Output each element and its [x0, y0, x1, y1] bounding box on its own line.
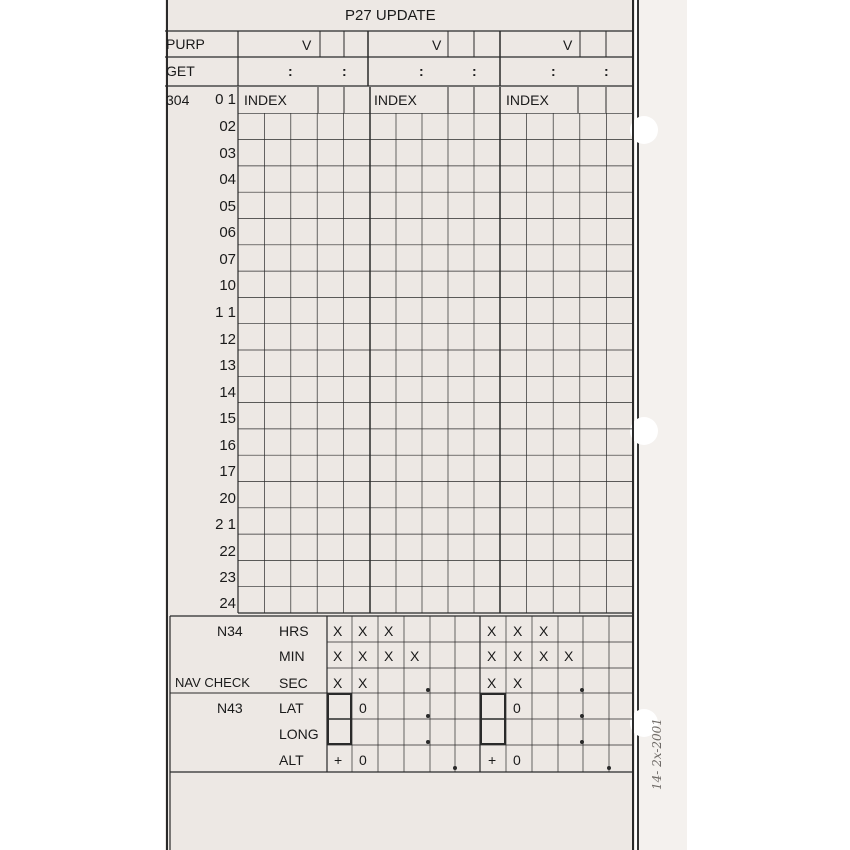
x-mark: X — [358, 675, 368, 691]
register-prefix: 304 — [166, 92, 190, 108]
row-label: 0 1 — [215, 91, 236, 108]
row-label: 12 — [219, 331, 236, 348]
get-colon: : — [604, 63, 609, 79]
nav-check-label: NAV CHECK — [175, 675, 250, 690]
x-mark: X — [487, 648, 497, 664]
row-label: 16 — [219, 437, 236, 454]
index-label: INDEX — [244, 92, 287, 108]
x-mark: X — [513, 675, 523, 691]
row-label: 05 — [219, 198, 236, 215]
row-label: 20 — [219, 490, 236, 507]
zero-mark: 0 — [359, 752, 367, 768]
row-label: 1 1 — [215, 304, 236, 321]
alt-label: ALT — [279, 752, 304, 768]
x-mark: X — [487, 623, 497, 639]
zero-mark: 0 — [513, 752, 521, 768]
sec-label: SEC — [279, 675, 308, 691]
get-colon: : — [419, 63, 424, 79]
get-colon: : — [472, 63, 477, 79]
decimal-point-dot — [426, 714, 430, 718]
x-mark: X — [513, 648, 523, 664]
n43-label: N43 — [217, 700, 243, 716]
long-label: LONG — [279, 726, 319, 742]
purp-label: PURP — [166, 36, 205, 52]
x-mark: X — [333, 648, 343, 664]
x-mark: X — [333, 675, 343, 691]
purp-v-mark: V — [432, 37, 442, 53]
row-label: 03 — [219, 145, 236, 162]
x-mark: X — [564, 648, 574, 664]
get-colon: : — [288, 63, 293, 79]
zero-mark: 0 — [359, 700, 367, 716]
decimal-point-dot — [426, 688, 430, 692]
decimal-point-dot — [426, 740, 430, 744]
row-label: 23 — [219, 569, 236, 586]
x-mark: X — [384, 623, 394, 639]
x-mark: X — [384, 648, 394, 664]
plus-mark: + — [334, 752, 343, 768]
x-mark: X — [539, 648, 549, 664]
x-mark: X — [539, 623, 549, 639]
row-label: 10 — [219, 277, 236, 294]
lat-label: LAT — [279, 700, 304, 716]
row-label: 2 1 — [215, 516, 236, 533]
decimal-point-dot — [453, 766, 457, 770]
row-label: 07 — [219, 251, 236, 268]
x-mark: X — [513, 623, 523, 639]
row-label: 15 — [219, 410, 236, 427]
decimal-point-dot — [580, 688, 584, 692]
row-label: 14 — [219, 384, 236, 401]
get-label: GET — [166, 63, 195, 79]
row-label: 22 — [219, 543, 236, 560]
row-label: 24 — [219, 595, 236, 612]
row-label: 06 — [219, 224, 236, 241]
index-label: INDEX — [374, 92, 417, 108]
x-mark: X — [333, 623, 343, 639]
plus-mark: + — [488, 752, 497, 768]
hrs-label: HRS — [279, 623, 309, 639]
x-mark: X — [358, 648, 368, 664]
decimal-point-dot — [607, 766, 611, 770]
x-mark: X — [358, 623, 368, 639]
get-colon: : — [342, 63, 347, 79]
handwritten-margin-note: 14- 2x-2001 — [650, 718, 664, 790]
n34-label: N34 — [217, 623, 243, 639]
purp-v-mark: V — [563, 37, 573, 53]
x-mark: X — [487, 675, 497, 691]
min-label: MIN — [279, 648, 305, 664]
row-label: 04 — [219, 171, 236, 188]
form-title: P27 UPDATE — [345, 7, 436, 24]
row-label: 17 — [219, 463, 236, 480]
row-label: 02 — [219, 118, 236, 135]
get-colon: : — [551, 63, 556, 79]
x-mark: X — [410, 648, 420, 664]
decimal-point-dot — [580, 714, 584, 718]
row-label: 13 — [219, 357, 236, 374]
decimal-point-dot — [580, 740, 584, 744]
zero-mark: 0 — [513, 700, 521, 716]
purp-v-mark: V — [302, 37, 312, 53]
index-label: INDEX — [506, 92, 549, 108]
